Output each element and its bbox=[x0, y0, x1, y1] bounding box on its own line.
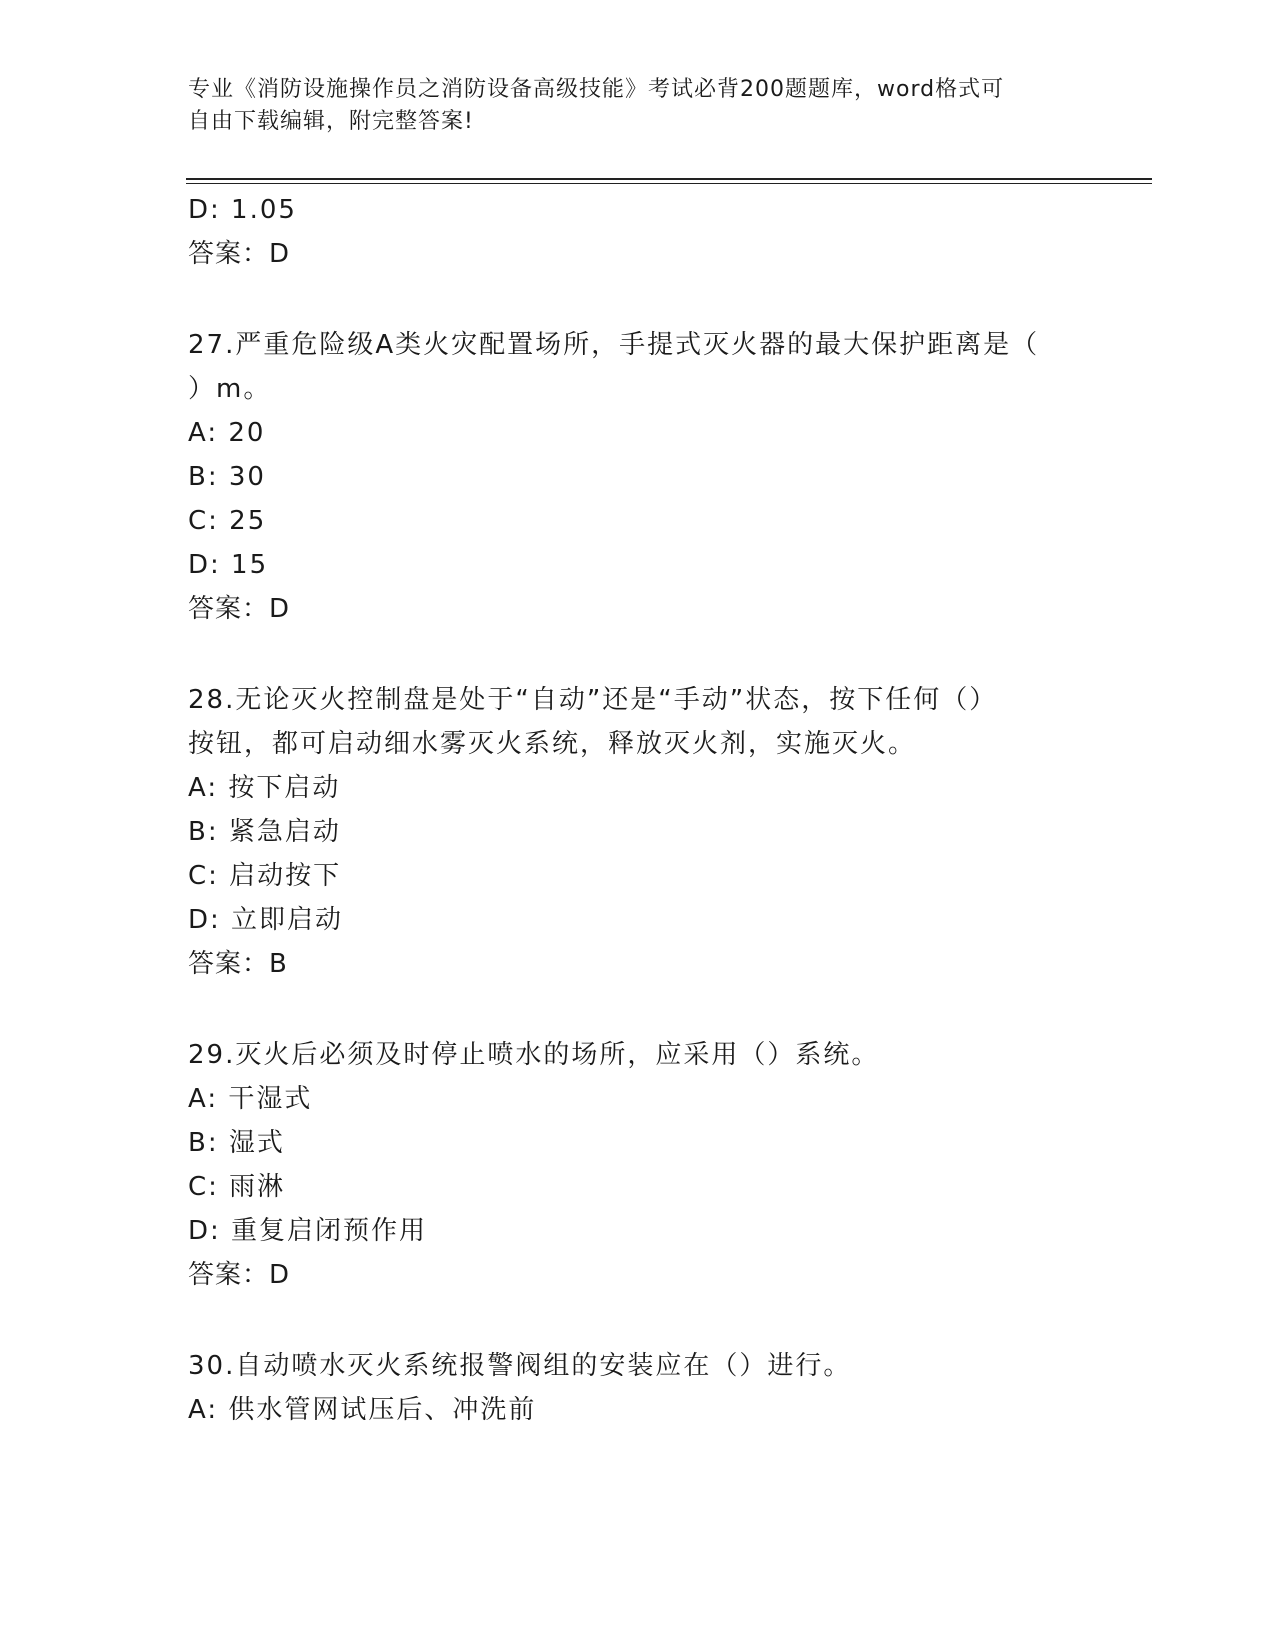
header-line-1: 专业《消防设施操作员之消防设备高级技能》考试必背200题题库，word格式可 bbox=[188, 77, 1005, 102]
q29-option-c: C: 雨淋 bbox=[188, 1172, 286, 1202]
q27-answer: 答案：D bbox=[188, 594, 291, 624]
q27-option-a: A: 20 bbox=[188, 418, 266, 448]
header-rule-thin bbox=[186, 183, 1152, 184]
q27-stem-line-2: ）m。 bbox=[188, 374, 272, 404]
q27-option-b: B: 30 bbox=[188, 462, 266, 492]
q28-answer: 答案：B bbox=[188, 949, 288, 979]
prev-answer: 答案：D bbox=[188, 239, 291, 269]
q28-option-c: C: 启动按下 bbox=[188, 861, 342, 891]
q30-stem: 30.自动喷水灭火系统报警阀组的安装应在（）进行。 bbox=[188, 1351, 852, 1381]
prev-option-d: D: 1.05 bbox=[188, 195, 297, 225]
q29-answer: 答案：D bbox=[188, 1260, 291, 1290]
header-line-2: 自由下载编辑，附完整答案! bbox=[188, 109, 474, 134]
q29-option-a: A: 干湿式 bbox=[188, 1084, 313, 1114]
q28-option-b: B: 紧急启动 bbox=[188, 817, 341, 847]
q27-option-c: C: 25 bbox=[188, 506, 267, 536]
document-header bbox=[188, 74, 1068, 138]
q29-option-d: D: 重复启闭预作用 bbox=[188, 1216, 428, 1246]
q30-option-a: A: 供水管网试压后、冲洗前 bbox=[188, 1395, 537, 1425]
q28-stem-line-1: 28.无论灭火控制盘是处于“自动”还是“手动”状态，按下任何（） bbox=[188, 685, 998, 715]
q27-option-d: D: 15 bbox=[188, 550, 269, 580]
header-rule-thick bbox=[186, 178, 1152, 180]
q28-stem-line-2: 按钮，都可启动细水雾灭火系统，释放灭火剂，实施灭火。 bbox=[188, 729, 917, 759]
q29-stem: 29.灭火后必须及时停止喷水的场所，应采用（）系统。 bbox=[188, 1040, 880, 1070]
q28-option-d: D: 立即启动 bbox=[188, 905, 344, 935]
q29-option-b: B: 湿式 bbox=[188, 1128, 285, 1158]
q27-stem-line-1: 27.严重危险级A类火灾配置场所，手提式灭火器的最大保护距离是（ bbox=[188, 330, 1040, 360]
q28-option-a: A: 按下启动 bbox=[188, 773, 341, 803]
